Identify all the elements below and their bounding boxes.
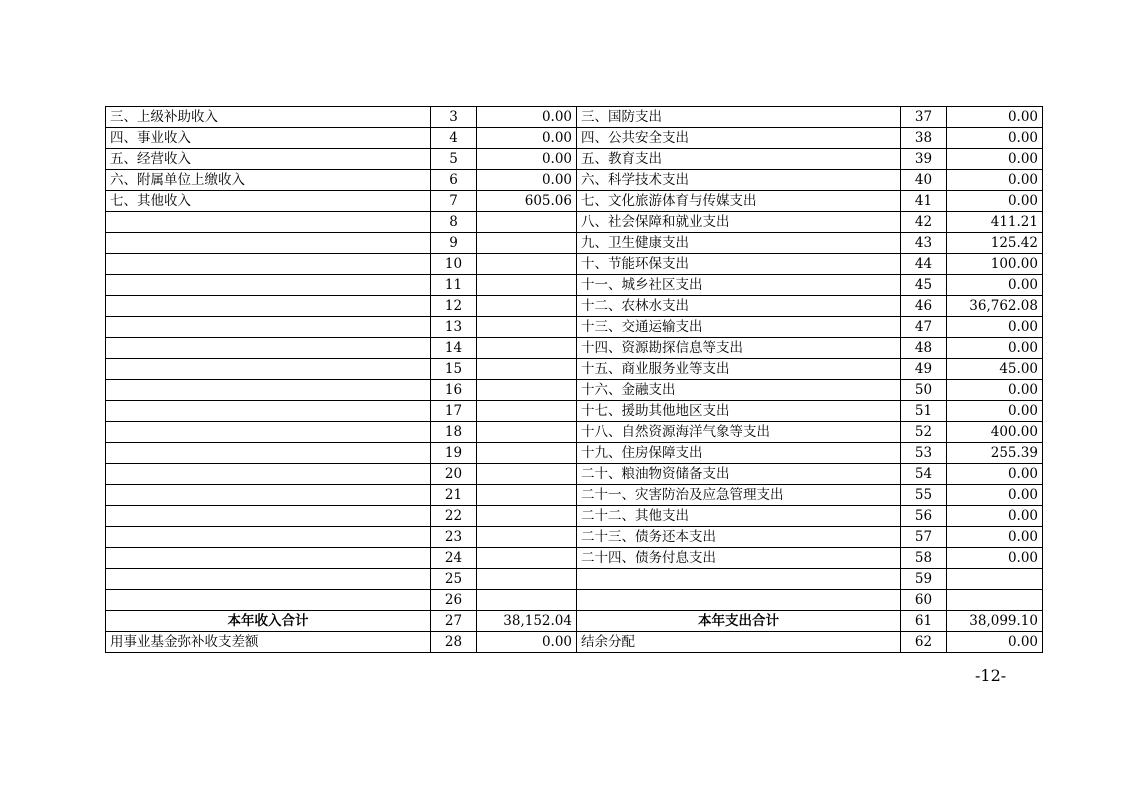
income-amount-cell [477, 443, 577, 464]
expense-amount-cell: 0.00 [947, 338, 1043, 359]
expense-amount-cell: 0.00 [947, 380, 1043, 401]
expense-amount-cell: 411.21 [947, 212, 1043, 233]
income-item-cell: 本年收入合计 [106, 611, 431, 632]
expense-item-cell: 结余分配 [577, 632, 901, 653]
expense-amount-cell: 0.00 [947, 506, 1043, 527]
expense-item-cell: 本年支出合计 [577, 611, 901, 632]
expense-amount-cell: 0.00 [947, 485, 1043, 506]
table-row [106, 338, 1043, 359]
income-item-cell [106, 443, 431, 464]
expense-item-cell: 二十四、债务付息支出 [577, 548, 901, 569]
income-line-number-cell: 18 [431, 422, 477, 443]
expense-line-number-cell: 37 [901, 107, 947, 128]
income-amount-cell [477, 401, 577, 422]
expense-amount-cell: 100.00 [947, 254, 1043, 275]
table-row [106, 380, 1043, 401]
expense-line-number-cell: 49 [901, 359, 947, 380]
expense-line-number-cell: 48 [901, 338, 947, 359]
income-line-number-cell: 16 [431, 380, 477, 401]
expense-amount-cell: 0.00 [947, 632, 1043, 653]
expense-amount-cell: 45.00 [947, 359, 1043, 380]
expense-line-number-cell: 39 [901, 149, 947, 170]
table-row [106, 422, 1043, 443]
expense-line-number-cell: 55 [901, 485, 947, 506]
expense-item-cell: 十二、农林水支出 [577, 296, 901, 317]
table-row [106, 107, 1043, 128]
expense-amount-cell: 0.00 [947, 107, 1043, 128]
income-amount-cell [477, 317, 577, 338]
income-item-cell [106, 401, 431, 422]
expense-item-cell: 二十一、灾害防治及应急管理支出 [577, 485, 901, 506]
income-line-number-cell: 17 [431, 401, 477, 422]
expense-amount-cell: 0.00 [947, 464, 1043, 485]
expense-amount-cell [947, 590, 1043, 611]
table-row [106, 254, 1043, 275]
expense-amount-cell: 0.00 [947, 275, 1043, 296]
income-line-number-cell: 10 [431, 254, 477, 275]
expense-line-number-cell: 40 [901, 170, 947, 191]
income-item-cell [106, 380, 431, 401]
income-amount-cell [477, 359, 577, 380]
expense-amount-cell: 0.00 [947, 128, 1043, 149]
expense-item-cell: 十八、自然资源海洋气象等支出 [577, 422, 901, 443]
expense-line-number-cell: 44 [901, 254, 947, 275]
income-line-number-cell: 27 [431, 611, 477, 632]
expense-line-number-cell: 43 [901, 233, 947, 254]
expense-item-cell: 三、国防支出 [577, 107, 901, 128]
income-line-number-cell: 23 [431, 527, 477, 548]
income-amount-cell [477, 296, 577, 317]
expense-amount-cell: 0.00 [947, 317, 1043, 338]
expense-item-cell: 十、节能环保支出 [577, 254, 901, 275]
expense-item-cell: 十五、商业服务业等支出 [577, 359, 901, 380]
expense-item-cell: 十六、金融支出 [577, 380, 901, 401]
table-row [106, 191, 1043, 212]
expense-item-cell [577, 569, 901, 590]
income-line-number-cell: 7 [431, 191, 477, 212]
income-amount-cell [477, 569, 577, 590]
income-item-cell [106, 569, 431, 590]
income-item-cell: 三、上级补助收入 [106, 107, 431, 128]
table-row [106, 212, 1043, 233]
income-amount-cell [477, 212, 577, 233]
income-line-number-cell: 21 [431, 485, 477, 506]
table-row [106, 632, 1043, 653]
income-amount-cell: 0.00 [477, 128, 577, 149]
expense-amount-cell: 400.00 [947, 422, 1043, 443]
expense-item-cell: 六、科学技术支出 [577, 170, 901, 191]
expense-amount-cell: 255.39 [947, 443, 1043, 464]
table-row [106, 506, 1043, 527]
table-row [106, 359, 1043, 380]
income-line-number-cell: 11 [431, 275, 477, 296]
income-item-cell: 五、经营收入 [106, 149, 431, 170]
budget-table-container [105, 106, 1042, 653]
table-row [106, 527, 1043, 548]
expense-line-number-cell: 38 [901, 128, 947, 149]
expense-line-number-cell: 54 [901, 464, 947, 485]
expense-item-cell: 二十二、其他支出 [577, 506, 901, 527]
table-row [106, 233, 1043, 254]
income-item-cell [106, 548, 431, 569]
income-amount-cell [477, 464, 577, 485]
income-amount-cell [477, 485, 577, 506]
expense-line-number-cell: 41 [901, 191, 947, 212]
income-amount-cell [477, 380, 577, 401]
expense-amount-cell: 0.00 [947, 170, 1043, 191]
income-amount-cell: 0.00 [477, 149, 577, 170]
expense-amount-cell: 0.00 [947, 149, 1043, 170]
expense-line-number-cell: 45 [901, 275, 947, 296]
expense-item-cell: 八、社会保障和就业支出 [577, 212, 901, 233]
income-expense-table [105, 106, 1043, 653]
expense-line-number-cell: 50 [901, 380, 947, 401]
table-row [106, 170, 1043, 191]
expense-amount-cell: 125.42 [947, 233, 1043, 254]
expense-line-number-cell: 60 [901, 590, 947, 611]
income-line-number-cell: 19 [431, 443, 477, 464]
expense-amount-cell [947, 569, 1043, 590]
income-line-number-cell: 5 [431, 149, 477, 170]
income-line-number-cell: 13 [431, 317, 477, 338]
income-line-number-cell: 14 [431, 338, 477, 359]
total-row [106, 611, 1043, 632]
income-item-cell [106, 275, 431, 296]
income-item-cell [106, 422, 431, 443]
income-amount-cell [477, 233, 577, 254]
income-item-cell [106, 296, 431, 317]
income-amount-cell [477, 422, 577, 443]
income-line-number-cell: 28 [431, 632, 477, 653]
income-line-number-cell: 20 [431, 464, 477, 485]
page-number: -12- [975, 666, 1007, 685]
table-row [106, 128, 1043, 149]
income-line-number-cell: 9 [431, 233, 477, 254]
expense-line-number-cell: 57 [901, 527, 947, 548]
expense-item-cell: 四、公共安全支出 [577, 128, 901, 149]
income-amount-cell: 0.00 [477, 107, 577, 128]
income-item-cell [106, 485, 431, 506]
expense-item-cell: 十七、援助其他地区支出 [577, 401, 901, 422]
table-row [106, 275, 1043, 296]
table-row [106, 569, 1043, 590]
expense-line-number-cell: 53 [901, 443, 947, 464]
income-item-cell [106, 233, 431, 254]
expense-item-cell: 二十、粮油物资储备支出 [577, 464, 901, 485]
income-item-cell [106, 254, 431, 275]
table-row [106, 401, 1043, 422]
income-item-cell [106, 590, 431, 611]
income-item-cell [106, 359, 431, 380]
income-amount-cell [477, 590, 577, 611]
expense-line-number-cell: 46 [901, 296, 947, 317]
expense-line-number-cell: 61 [901, 611, 947, 632]
income-line-number-cell: 24 [431, 548, 477, 569]
income-item-cell: 七、其他收入 [106, 191, 431, 212]
income-line-number-cell: 3 [431, 107, 477, 128]
expense-item-cell: 十四、资源勘探信息等支出 [577, 338, 901, 359]
expense-item-cell: 二十三、债务还本支出 [577, 527, 901, 548]
table-row [106, 149, 1043, 170]
income-line-number-cell: 22 [431, 506, 477, 527]
expense-line-number-cell: 51 [901, 401, 947, 422]
income-amount-cell [477, 548, 577, 569]
income-line-number-cell: 15 [431, 359, 477, 380]
expense-amount-cell: 0.00 [947, 548, 1043, 569]
income-item-cell [106, 317, 431, 338]
income-amount-cell: 0.00 [477, 170, 577, 191]
income-amount-cell [477, 275, 577, 296]
table-row [106, 548, 1043, 569]
income-line-number-cell: 6 [431, 170, 477, 191]
income-amount-cell [477, 338, 577, 359]
expense-item-cell: 五、教育支出 [577, 149, 901, 170]
expense-amount-cell: 0.00 [947, 401, 1043, 422]
expense-item-cell [577, 590, 901, 611]
expense-item-cell: 十一、城乡社区支出 [577, 275, 901, 296]
income-amount-cell: 0.00 [477, 632, 577, 653]
income-item-cell [106, 338, 431, 359]
income-item-cell [106, 506, 431, 527]
expense-line-number-cell: 58 [901, 548, 947, 569]
expense-amount-cell: 38,099.10 [947, 611, 1043, 632]
table-body [106, 107, 1043, 653]
income-amount-cell: 38,152.04 [477, 611, 577, 632]
income-item-cell [106, 212, 431, 233]
table-row [106, 296, 1043, 317]
income-line-number-cell: 4 [431, 128, 477, 149]
income-amount-cell [477, 506, 577, 527]
expense-line-number-cell: 59 [901, 569, 947, 590]
expense-line-number-cell: 42 [901, 212, 947, 233]
table-row [106, 464, 1043, 485]
table-row [106, 590, 1043, 611]
expense-line-number-cell: 52 [901, 422, 947, 443]
expense-amount-cell: 0.00 [947, 527, 1043, 548]
income-amount-cell [477, 254, 577, 275]
income-item-cell [106, 464, 431, 485]
expense-line-number-cell: 62 [901, 632, 947, 653]
expense-line-number-cell: 47 [901, 317, 947, 338]
income-item-cell: 四、事业收入 [106, 128, 431, 149]
expense-line-number-cell: 56 [901, 506, 947, 527]
income-item-cell [106, 527, 431, 548]
income-line-number-cell: 26 [431, 590, 477, 611]
income-line-number-cell: 12 [431, 296, 477, 317]
expense-item-cell: 十三、交通运输支出 [577, 317, 901, 338]
expense-item-cell: 九、卫生健康支出 [577, 233, 901, 254]
income-line-number-cell: 8 [431, 212, 477, 233]
table-row [106, 485, 1043, 506]
table-row [106, 443, 1043, 464]
expense-item-cell: 七、文化旅游体育与传媒支出 [577, 191, 901, 212]
income-amount-cell [477, 527, 577, 548]
expense-amount-cell: 0.00 [947, 191, 1043, 212]
income-item-cell: 六、附属单位上缴收入 [106, 170, 431, 191]
income-amount-cell: 605.06 [477, 191, 577, 212]
expense-amount-cell: 36,762.08 [947, 296, 1043, 317]
income-item-cell: 用事业基金弥补收支差额 [106, 632, 431, 653]
expense-item-cell: 十九、住房保障支出 [577, 443, 901, 464]
income-line-number-cell: 25 [431, 569, 477, 590]
table-row [106, 317, 1043, 338]
